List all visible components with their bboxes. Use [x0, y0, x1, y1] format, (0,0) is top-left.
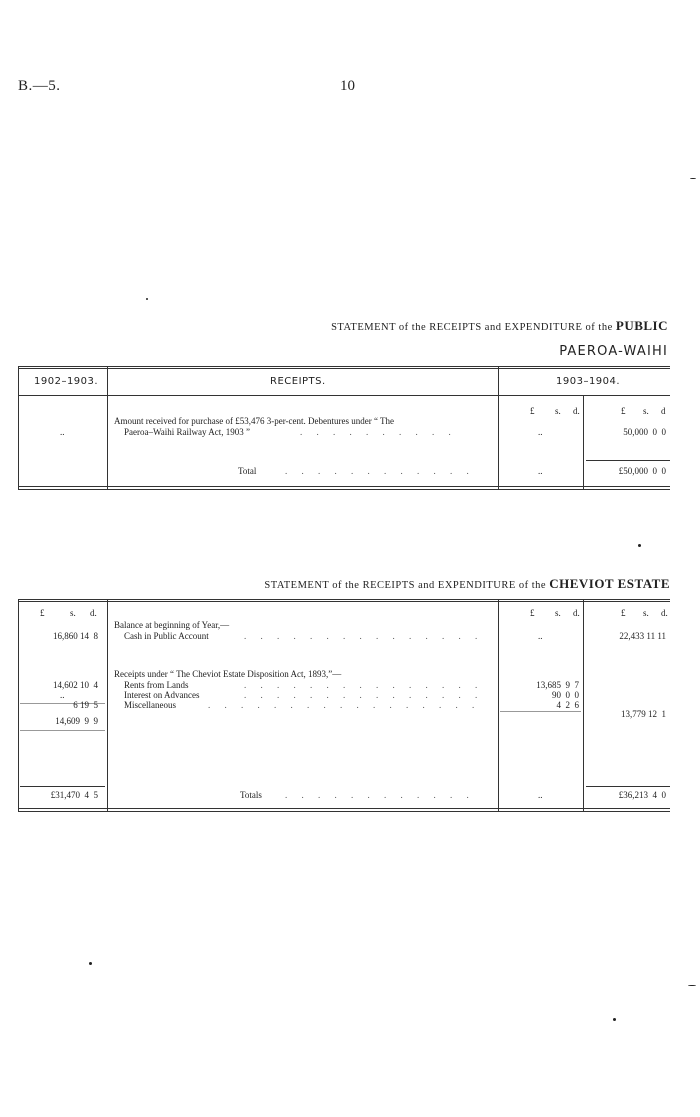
page-reference: B.—5. [18, 78, 61, 94]
unit-pound-sub: £ [530, 608, 535, 618]
item-prev: .. [60, 427, 65, 437]
unit-pound-2: £ [621, 406, 626, 416]
totals-label: Totals [240, 790, 262, 800]
page-number: 10 [340, 78, 355, 94]
unit-pence-prev: d. [90, 608, 97, 618]
header-receipts: RECEIPTS. [270, 376, 326, 387]
totals-prev: £31,470 4 5 [50, 790, 98, 800]
item-amount: 50,000 0 0 [623, 427, 666, 437]
scan-speck [146, 298, 148, 300]
unit-shilling: s. [555, 406, 561, 416]
unit-pound-amt: £ [621, 608, 626, 618]
receipts-total-prev: 14,609 9 9 [55, 716, 98, 726]
cash-label: Cash in Public Account [124, 631, 209, 641]
receipts-label: Receipts under “ The Cheviot Estate Disposition Act, 1893,”— [114, 669, 342, 679]
receipts-total-amount: 13,779 12 1 [621, 709, 666, 719]
unit-pence-amt: d. [661, 608, 668, 618]
scan-speck [613, 1018, 616, 1021]
balance-label: Balance at beginning of Year,— [114, 620, 230, 630]
row-label: Interest on Advances [124, 690, 200, 700]
scan-speck [89, 962, 92, 965]
unit-shilling-amt: s. [643, 608, 649, 618]
scan-speck [638, 544, 641, 547]
row-prev: 6 19 5 [73, 700, 98, 710]
item-line-1: Amount received for purchase of £53,476 3-per-cent. Debentures under “ The [114, 416, 395, 426]
cash-sub: .. [538, 631, 543, 641]
unit-pence-sub: d. [573, 608, 580, 618]
row-prev: .. [60, 690, 65, 700]
cash-prev: 16,860 14 8 [53, 631, 98, 641]
row-sub: 90 0 0 [552, 690, 579, 700]
unit-shilling-prev: s. [70, 608, 76, 618]
unit-pence: d. [573, 406, 580, 416]
statement-1-title-text: STATEMENT of the RECEIPTS and EXPENDITURE of the [331, 322, 613, 333]
item-sub: .. [538, 427, 543, 437]
row-prev: 14,602 10 4 [53, 680, 98, 690]
totals-amount: £36,213 4 0 [618, 790, 666, 800]
statement-1-title [331, 318, 668, 334]
row-sub: 4 2 6 [556, 700, 579, 710]
totals-sub: .. [538, 790, 543, 800]
statement-2-title-text: STATEMENT of the RECEIPTS and EXPENDITURE of the [264, 580, 547, 591]
statement-2-title [264, 576, 670, 592]
unit-shilling-2: s. [643, 406, 649, 416]
statement-1-subtitle: PAEROA-WAIHI [559, 344, 668, 359]
unit-shilling-sub: s. [555, 608, 561, 618]
header-cur-year: 1903–1904. [556, 376, 621, 387]
unit-pence-2: d [661, 406, 666, 416]
unit-pound: £ [530, 406, 535, 416]
row-sub: 13,685 9 7 [536, 680, 579, 690]
item-line-2: Paeroa–Waihi Railway Act, 1903 ” [124, 427, 250, 437]
total-sub: .. [538, 466, 543, 476]
statement-2-title-bold: CHEVIOT ESTATE [549, 576, 670, 591]
scan-speck [688, 985, 696, 986]
total-amount: £50,000 0 0 [618, 466, 666, 476]
total-label: Total [238, 466, 257, 476]
unit-pound-prev: £ [40, 608, 45, 618]
statement-1-title-bold: PUBLIC [615, 318, 668, 333]
cash-amount: 22,433 11 11 [619, 631, 666, 641]
scan-speck [690, 178, 696, 179]
row-label: Rents from Lands [124, 680, 189, 690]
row-label: Miscellaneous [124, 700, 176, 710]
header-prev-year: 1902–1903. [34, 376, 99, 387]
